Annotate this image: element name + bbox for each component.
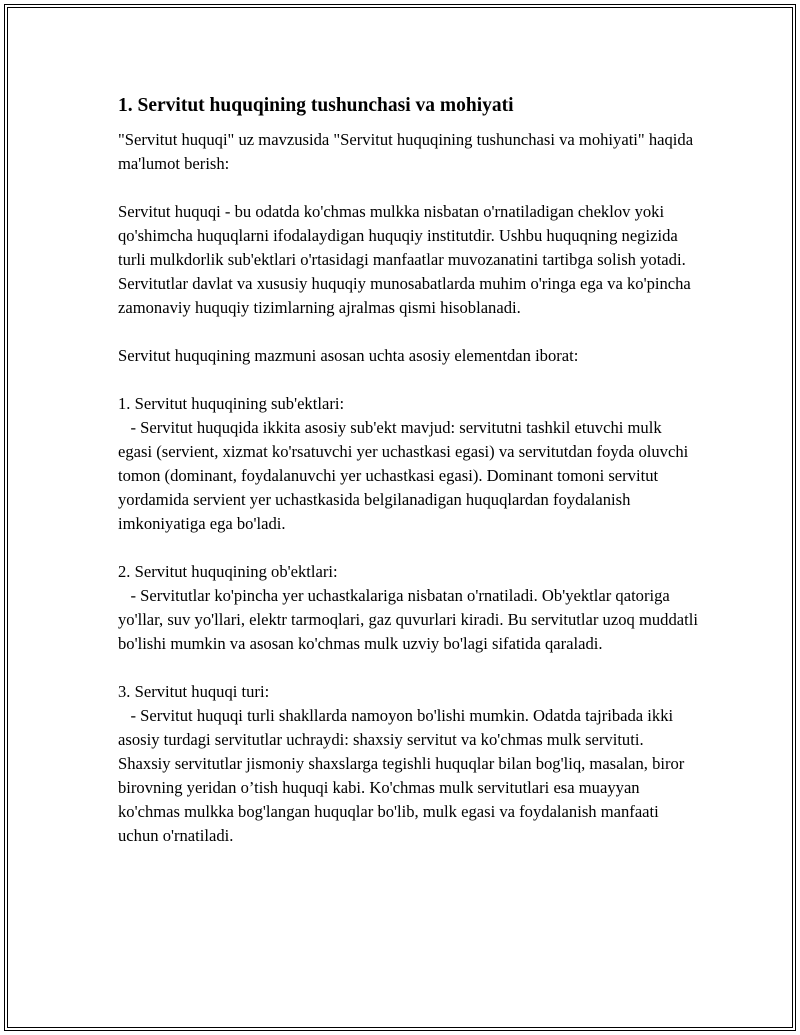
section-title: 1. Servitut huquqining tushunchasi va mohiyati [118, 95, 514, 116]
definition-paragraph: Servitut huquqi - bu odatda ko'chmas mulkka nisbatan o'rnatiladigan cheklov yoki qo'shimcha huquqlarni ifodalaydigan huquqiy institutdir. Ushbu huquqning negizida turli mulkdorlik sub'ektlari o'rtasidagi manfaatlar muvozanatini tartibga solish yotadi. Servitutlar davlat va xususiy huquqiy munosabatlarda muhim o'ringa ega va ko'pincha zamonaviy huquqiy tizimlarning ajralmas qismi hisoblanadi. [118, 202, 695, 317]
elements-intro-paragraph: Servitut huquqining mazmuni asosan uchta asosiy elementdan iborat: [118, 346, 579, 365]
subjects-paragraph: 1. Servitut huquqining sub'ektlari: - Servitut huquqida ikkita asosiy sub'ekt mavjud: servitutni tashkil etuvchi mulk egasi (servient, xizmat ko'rsatuvchi yer uchastkasi egasi) va servitutdan foyda oluvchi tomon (dominant, foydalanuvchi yer uchastkasi egasi). Dominant tomoni servitut yordamida servient yer uchastkasida belgilanadigan huquqlardan foydalanish imkoniyatiga ega bo'ladi. [118, 394, 689, 533]
types-paragraph: 3. Servitut huquqi turi: - Servitut huquqi turli shakllarda namoyon bo'lishi mumkin. Odatda tajribada ikki asosiy turdagi servitutlar uchraydi: shaxsiy servitut va ko'chmas mulk servituti. Shaxsiy servitutlar jismoniy shaxslarga tegishli huquqlar bilan bog'liq, masalan, biror birovning yeridan o’tish huquqi kabi. Ko'chmas mulk servitutlari esa muayyan ko'chmas mulkka bog'langan huquqlar bo'lib, mulk egasi va foydalanish manfaati uchun o'rnatiladi. [118, 682, 685, 845]
intro-paragraph: "Servitut huquqi" uz mavzusida "Servitut huquqining tushunchasi va mohiyati" haqida ma'lumot berish: [118, 130, 698, 173]
objects-paragraph: 2. Servitut huquqining ob'ektlari: - Servitutlar ko'pincha yer uchastkalariga nisbatan o'rnatiladi. Ob'yektlar qatoriga yo'llar, suv yo'llari, elektr tarmoqlari, gaz quvurlari kiradi. Bu servitutlar uzoq muddatli bo'lishi mumkin va asosan ko'chmas mulk uzviy bo'lagi sifatida qaraladi. [118, 562, 698, 653]
document-body [118, 94, 698, 848]
